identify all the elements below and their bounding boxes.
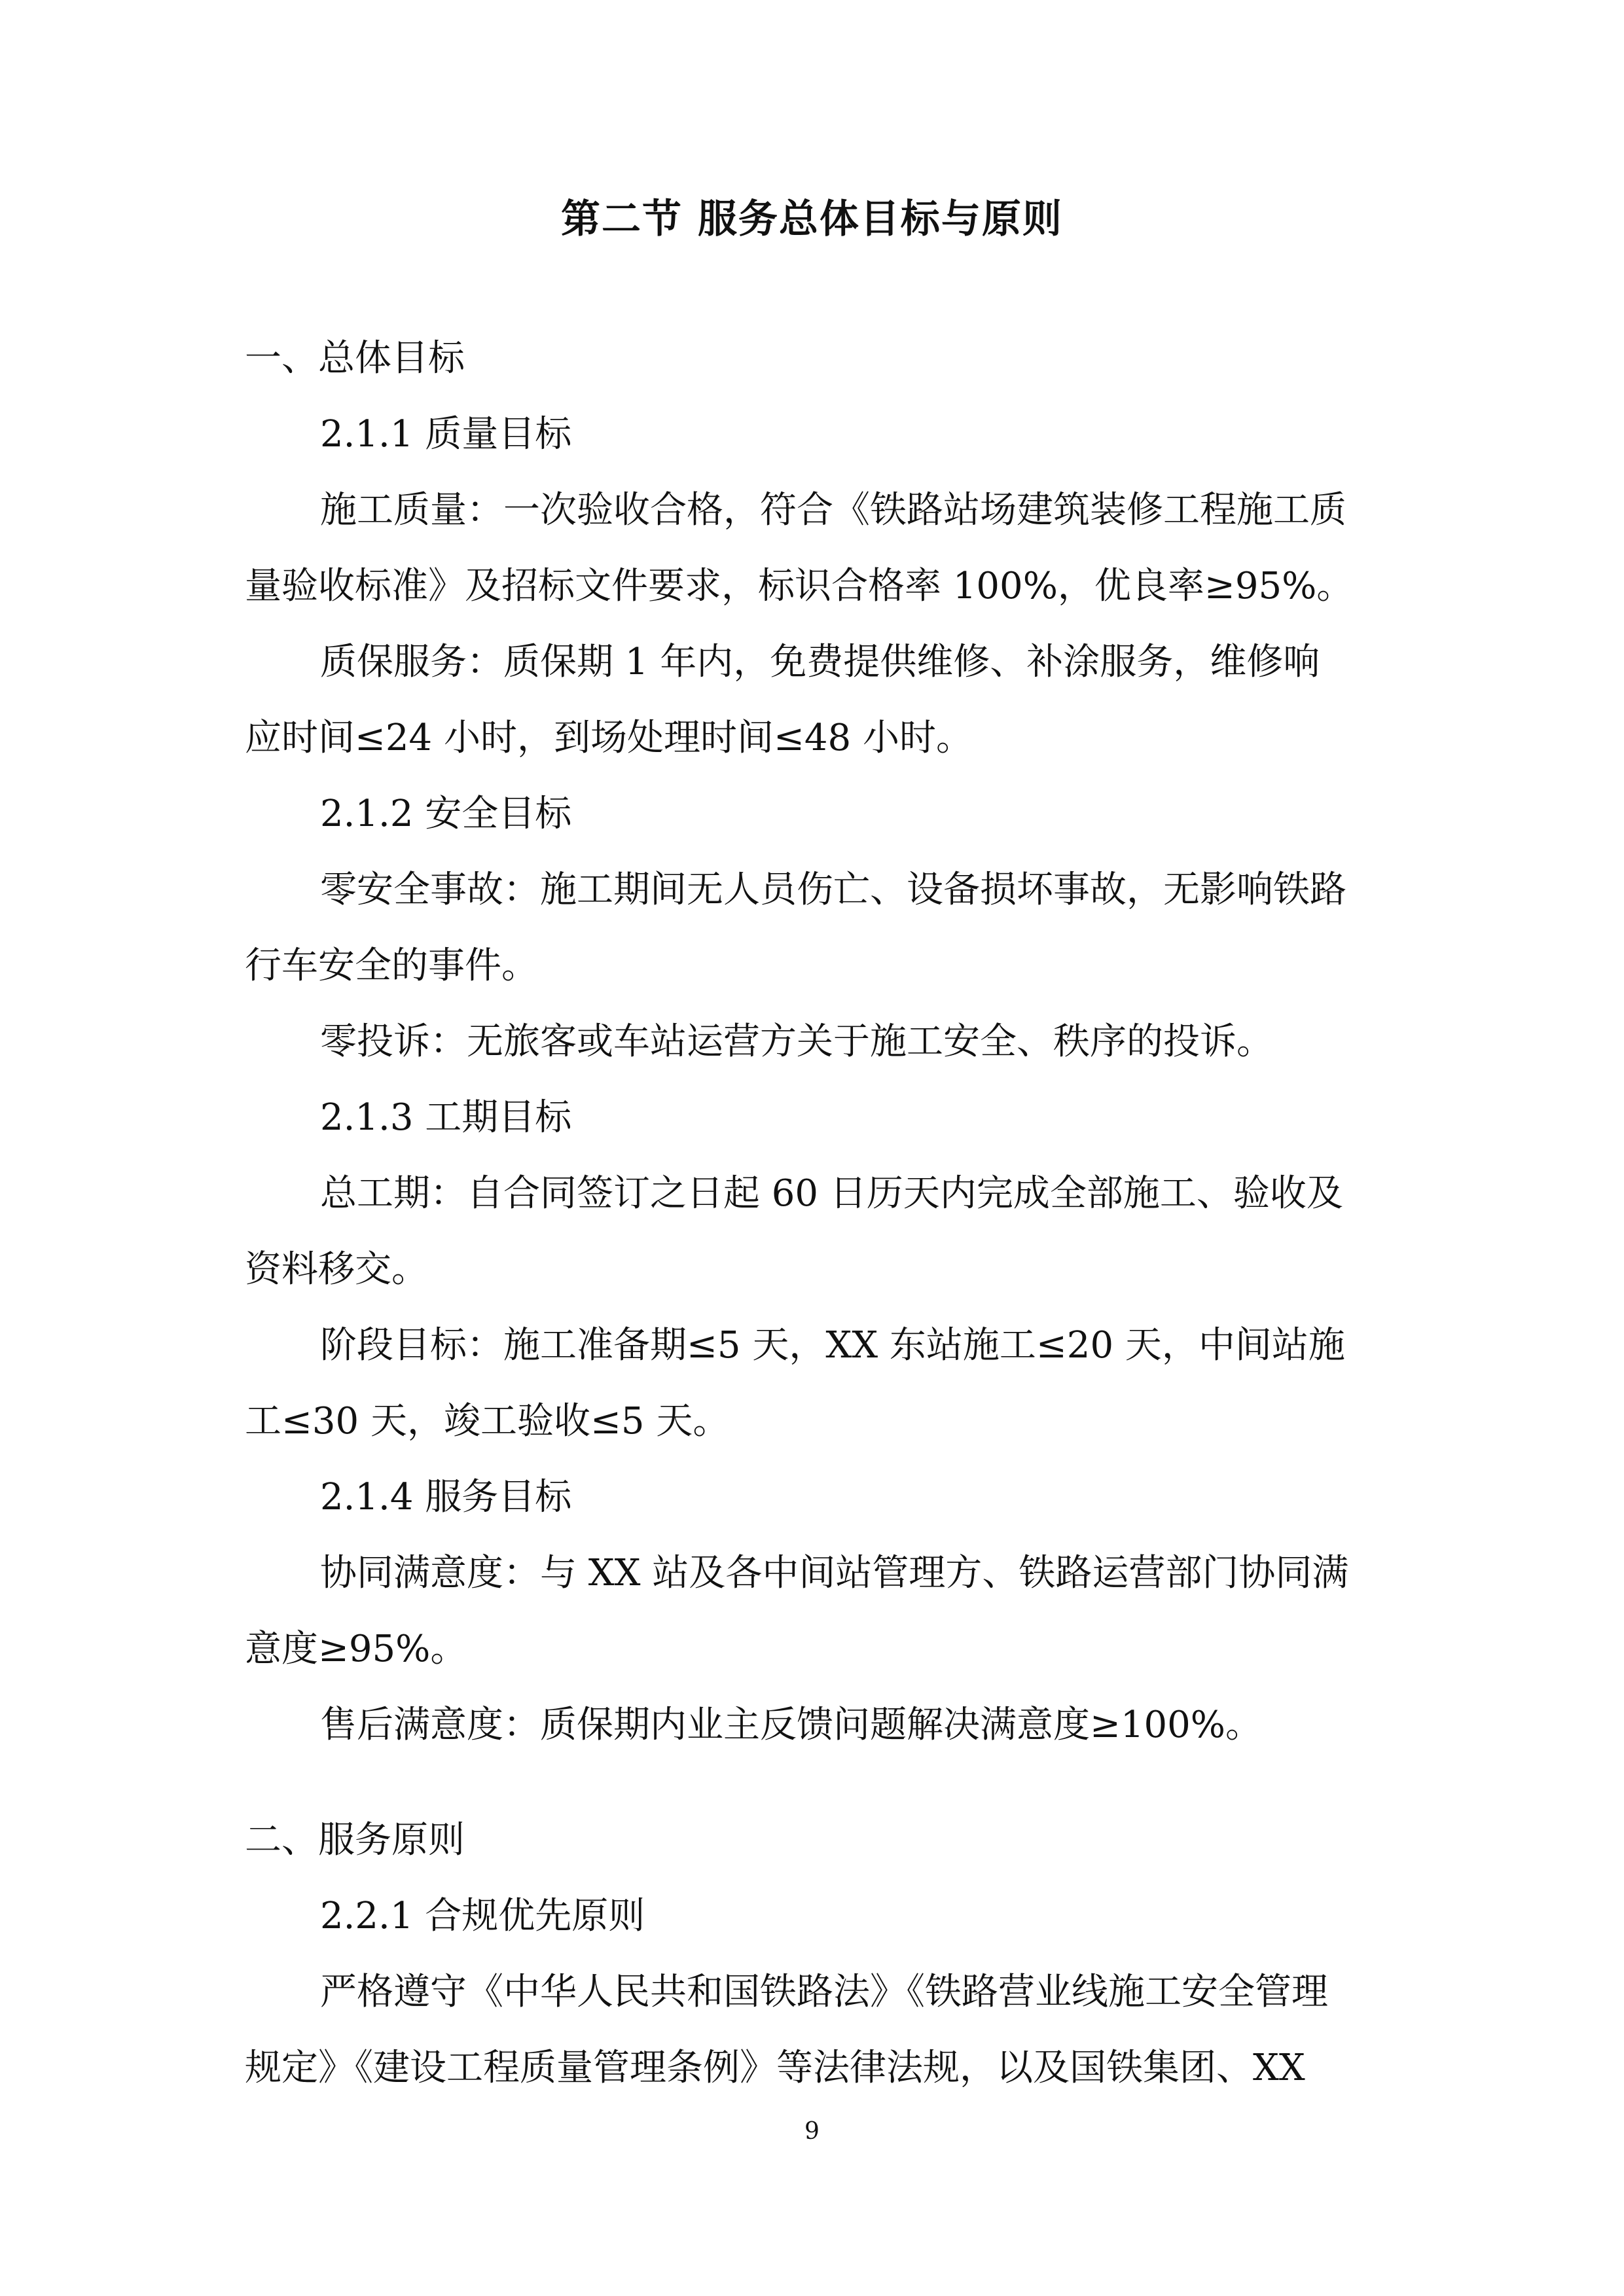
section-heading-overall-goals: 一、总体目标 (245, 337, 465, 380)
subsection-heading-safety: 2.1.2 安全目标 (320, 793, 572, 835)
paragraph-line: 量验收标准》及招标文件要求，标识合格率 100%，优良率≥95%。 (245, 565, 1354, 607)
paragraph-line: 零安全事故：施工期间无人员伤亡、设备损坏事故，无影响铁路 (320, 869, 1346, 911)
paragraph-line: 工≤30 天，竣工验收≤5 天。 (245, 1400, 730, 1443)
paragraph-line: 阶段目标：施工准备期≤5 天，XX 东站施工≤20 天，中间站施 (320, 1324, 1345, 1367)
paragraph-line: 规定》《建设工程质量管理条例》等法律法规，以及国铁集团、XX (245, 2047, 1305, 2089)
paragraph-line: 质保服务：质保期 1 年内，免费提供维修、补涂服务，维修响 (320, 641, 1320, 683)
page-title: 第二节 服务总体目标与原则 (561, 196, 1063, 242)
paragraph-line: 零投诉：无旅客或车站运营方关于施工安全、秩序的投诉。 (320, 1020, 1273, 1063)
paragraph-line: 施工质量：一次验收合格，符合《铁路站场建筑装修工程施工质 (320, 489, 1346, 531)
subsection-heading-quality: 2.1.1 质量目标 (320, 413, 572, 456)
paragraph-line: 应时间≤24 小时，到场处理时间≤48 小时。 (245, 717, 973, 759)
paragraph-line: 意度≥95%。 (245, 1628, 467, 1670)
paragraph-line: 总工期：自合同签订之日起 60 日历天内完成全部施工、验收及 (320, 1172, 1343, 1215)
subsection-heading-compliance: 2.2.1 合规优先原则 (320, 1895, 645, 1937)
page-number: 9 (804, 2118, 820, 2145)
paragraph-line: 资料移交。 (245, 1248, 428, 1291)
paragraph-line: 严格遵守《中华人民共和国铁路法》《铁路营业线施工安全管理 (320, 1971, 1328, 2013)
subsection-heading-schedule: 2.1.3 工期目标 (320, 1096, 572, 1139)
paragraph-line: 售后满意度：质保期内业主反馈问题解决满意度≥100%。 (320, 1704, 1263, 1746)
paragraph-line: 协同满意度：与 XX 站及各中间站管理方、铁路运营部门协同满 (320, 1552, 1349, 1594)
subsection-heading-service: 2.1.4 服务目标 (320, 1476, 572, 1518)
document-body (245, 321, 1376, 2106)
paragraph-line: 行车安全的事件。 (245, 944, 538, 987)
section-heading-service-principles: 二、服务原则 (245, 1819, 465, 1861)
